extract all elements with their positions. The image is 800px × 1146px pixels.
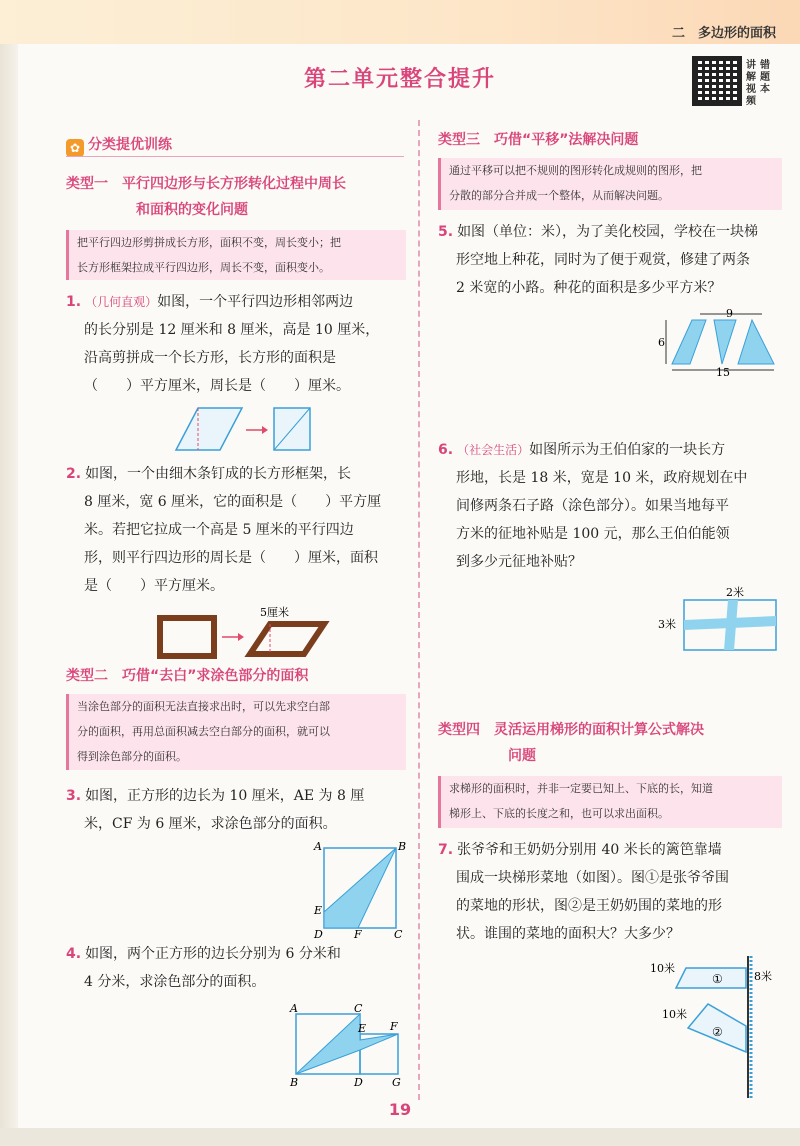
problem-text: 间修两条石子路（涂色部分）。如果当地每平 bbox=[456, 498, 729, 514]
slanted-path bbox=[724, 600, 738, 650]
problem-tag: （社会生活） bbox=[457, 443, 530, 457]
problem-number: 6. bbox=[438, 442, 454, 458]
type1-heading-2: 和面积的变化问题 bbox=[136, 202, 248, 218]
dimension-bottom: 15 bbox=[716, 366, 730, 379]
note-line: 分散的部分合并成一个整体，从而解决问题。 bbox=[449, 189, 669, 202]
problem-text: 米。若把它拉成一个高是 5 厘米的平行四边 bbox=[84, 522, 354, 538]
parallelogram-shape bbox=[176, 408, 242, 450]
problem-text: 8 厘米，宽 6 厘米，它的面积是（ ）平方厘 bbox=[84, 494, 382, 510]
dimension-left: 6 bbox=[658, 336, 665, 349]
problem-text: 沿高剪拼成一个长方形，长方形的面积是 bbox=[84, 350, 336, 366]
type2-note bbox=[66, 694, 406, 770]
problem-text: 形地，长是 18 米，宽是 10 米，政府规划在中 bbox=[456, 470, 748, 486]
point-label-b: B bbox=[290, 1076, 299, 1089]
problem-text: 的菜地的形状，图②是王奶奶围的菜地的形 bbox=[456, 898, 722, 914]
garden-2-label: ② bbox=[712, 1025, 723, 1039]
shaded-region bbox=[296, 1014, 398, 1074]
problem-1 bbox=[66, 288, 408, 400]
problem-text: 状。谁围的菜地的面积大？大多少？ bbox=[456, 926, 680, 942]
problem-text: 如图所示为王伯伯家的一块长方 bbox=[529, 442, 726, 458]
garden-1-top-length: 10米 bbox=[650, 962, 675, 975]
problem-2 bbox=[66, 460, 408, 600]
point-label-f: F bbox=[390, 1020, 398, 1033]
problem-text: 2 米宽的小路。种花的面积是多少平方米？ bbox=[456, 280, 722, 296]
point-label-c: C bbox=[354, 1002, 363, 1015]
page-edge bbox=[0, 0, 18, 1146]
note-line: 当涂色部分的面积无法直接求出时，可以先求空白部 bbox=[77, 700, 330, 713]
type4-note bbox=[438, 776, 782, 828]
point-label-f: F bbox=[354, 928, 362, 941]
problem-text: （ ）平方厘米，周长是（ ）厘米。 bbox=[84, 378, 350, 394]
qr-label-video: 讲解视频 bbox=[746, 60, 756, 107]
chapter-label: 二 多边形的面积 bbox=[671, 26, 776, 41]
problem-text: 如图，一个平行四边形相邻两边 bbox=[157, 294, 354, 310]
qr-code[interactable] bbox=[692, 56, 742, 106]
point-label-b: B bbox=[398, 840, 407, 853]
garden-1 bbox=[676, 968, 746, 988]
problem-text: 围成一块梯形菜地（如图）。图①是张爷爷围 bbox=[456, 870, 729, 886]
point-label-d: D bbox=[354, 1076, 363, 1089]
problem-text: 米，CF 为 6 厘米，求涂色部分的面积。 bbox=[84, 816, 337, 832]
point-label-d: D bbox=[314, 928, 323, 941]
figure-frame-to-parallelogram bbox=[158, 604, 338, 658]
garden-1-label: ① bbox=[712, 972, 723, 986]
column-divider bbox=[418, 120, 420, 1100]
note-line: 得到涂色部分的面积。 bbox=[77, 750, 187, 763]
problem-3 bbox=[66, 782, 408, 838]
section-title: ✿ 分类提优训练 bbox=[66, 134, 172, 157]
type3-heading: 类型三 巧借“平移”法解决问题 bbox=[438, 132, 639, 148]
point-label-a: A bbox=[314, 840, 322, 853]
garden-1-height: 8米 bbox=[754, 970, 772, 983]
problem-number: 3. bbox=[66, 788, 82, 804]
wooden-frame-rectangle bbox=[160, 618, 214, 656]
footer-band bbox=[0, 1128, 800, 1146]
figure-trapezoid-paths bbox=[656, 306, 780, 378]
dimension-top: 9 bbox=[726, 307, 733, 320]
note-line: 通过平移可以把不规则的图形转化成规则的图形，把 bbox=[449, 164, 702, 177]
note-line: 梯形上、下底的长度之和，也可以求出面积。 bbox=[449, 807, 669, 820]
type3-note bbox=[438, 158, 782, 210]
problem-text: 4 分米，求涂色部分的面积。 bbox=[84, 974, 266, 990]
problem-number: 5. bbox=[438, 224, 454, 240]
problem-number: 1. bbox=[66, 294, 82, 310]
point-label-g: G bbox=[392, 1076, 401, 1089]
problem-tag: （几何直观） bbox=[85, 295, 158, 309]
problem-text: 如图（单位：米），为了美化校园，学校在一块梯 bbox=[457, 224, 759, 240]
garden-2-top-length: 10米 bbox=[662, 1008, 687, 1021]
problem-text: 张爷爷和王奶奶分别用 40 米长的篱笆靠墙 bbox=[457, 842, 722, 858]
figure-parallelogram-to-rectangle bbox=[176, 404, 316, 454]
flame-icon: ✿ bbox=[66, 139, 84, 157]
problem-text: 如图，一个由细木条钉成的长方形框架，长 bbox=[85, 466, 352, 482]
type1-note bbox=[66, 230, 406, 280]
dimension-left: 3米 bbox=[658, 618, 676, 631]
qr-label-errors: 错题本 bbox=[760, 60, 770, 95]
problem-text: 到多少元征地补贴？ bbox=[456, 554, 582, 570]
type1-heading-1: 类型一 平行四边形与长方形转化过程中周长 bbox=[66, 176, 346, 192]
shaded-region bbox=[324, 848, 396, 928]
point-label-e: E bbox=[358, 1022, 367, 1035]
figure-rectangle-paths bbox=[656, 584, 780, 656]
note-line: 求梯形的面积时，并非一定要已知上、下底的长，知道 bbox=[449, 782, 713, 795]
flower-bed-middle bbox=[714, 320, 736, 364]
type4-heading-1: 类型四 灵活运用梯形的面积计算公式解决 bbox=[438, 722, 704, 738]
problem-text: 形，则平行四边形的周长是（ ）厘米，面积 bbox=[84, 550, 378, 566]
note-line: 把平行四边形剪拼成长方形，面积不变，周长变小；把 bbox=[77, 236, 341, 249]
arrow-head-icon bbox=[262, 426, 268, 434]
flower-bed-right bbox=[738, 320, 774, 364]
problem-number: 4. bbox=[66, 946, 82, 962]
problem-text: 是（ ）平方厘米。 bbox=[84, 578, 224, 594]
problem-6 bbox=[438, 436, 784, 576]
problem-number: 2. bbox=[66, 466, 82, 482]
point-label-c: C bbox=[394, 928, 403, 941]
note-line: 分的面积，再用总面积减去空白部分的面积，就可以 bbox=[77, 725, 330, 738]
figure-two-squares bbox=[288, 1000, 408, 1092]
problem-number: 7. bbox=[438, 842, 454, 858]
figure-trapezoid-gardens bbox=[650, 954, 780, 1100]
arrow-head-icon bbox=[238, 633, 244, 641]
section-underline bbox=[66, 156, 404, 157]
problem-text: 如图，正方形的边长为 10 厘米，AE 为 8 厘 bbox=[85, 788, 365, 804]
problem-text: 的长分别是 12 厘米和 8 厘米，高是 10 厘米， bbox=[84, 322, 380, 338]
height-label: 5厘米 bbox=[260, 606, 289, 619]
note-line: 长方形框架拉成平行四边形，周长不变，面积变小。 bbox=[77, 261, 330, 274]
dimension-top: 2米 bbox=[726, 586, 744, 599]
problem-7 bbox=[438, 836, 784, 948]
problem-text: 方米的征地补贴是 100 元，那么王伯伯能领 bbox=[456, 526, 730, 542]
figure-square-aefc bbox=[310, 840, 410, 940]
type4-heading-2: 问题 bbox=[508, 748, 536, 764]
problem-text: 如图，两个正方形的边长分别为 6 分米和 bbox=[85, 946, 341, 962]
point-label-a: A bbox=[290, 1002, 298, 1015]
problem-4 bbox=[66, 940, 408, 996]
problem-5 bbox=[438, 218, 784, 302]
wooden-frame-parallelogram bbox=[250, 624, 324, 654]
point-label-e: E bbox=[314, 904, 323, 917]
type2-heading: 类型二 巧借“去白”求涂色部分的面积 bbox=[66, 668, 309, 684]
flower-bed-left bbox=[672, 320, 706, 364]
page-number: 19 bbox=[388, 1100, 412, 1119]
problem-text: 形空地上种花，同时为了便于观赏，修建了两条 bbox=[456, 252, 750, 268]
page-title: 第二单元整合提升 bbox=[303, 67, 496, 92]
